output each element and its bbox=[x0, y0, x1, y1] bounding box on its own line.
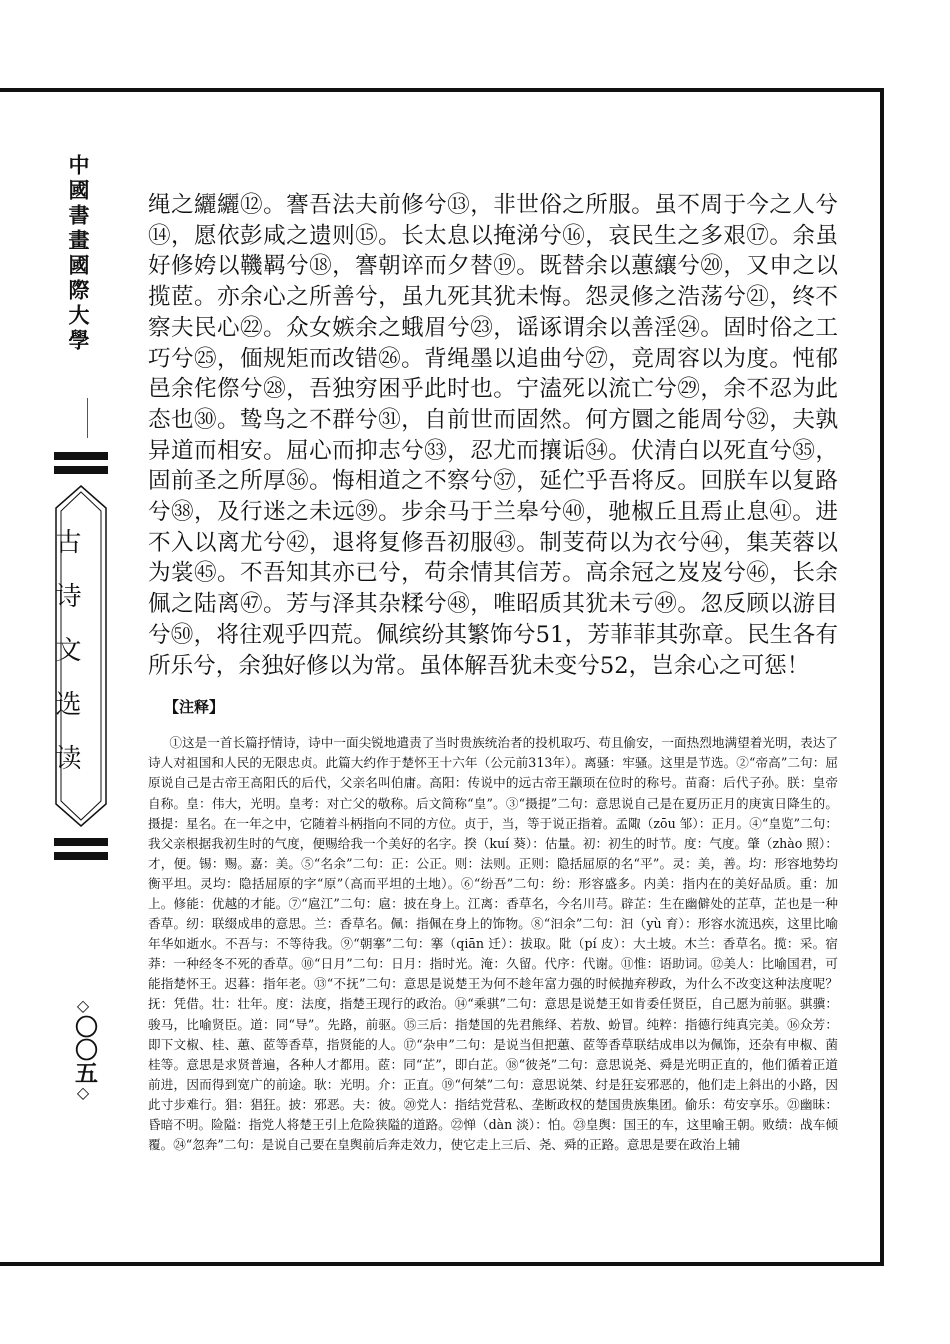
poem-paragraph: 绳之纚纚⑫。謇吾法夫前修兮⑬，非世俗之所服。虽不周于今之人兮⑭，愿依彭咸之遗则⑮。长太息以掩涕兮⑯，哀民生之多艰⑰。余虽好修姱以鞿羁兮⑱，謇朝谇而夕替⑲。既替余以蕙纕兮⑳，又申之以揽茝。亦余心之所善兮，虽九死其犹未悔。怨灵修之浩荡兮㉑，终不察夫民心㉒。众女嫉余之蛾眉兮㉓，谣诼谓余以善淫㉔。固时俗之工巧兮㉕，偭规矩而改错㉖。背绳墨以追曲兮㉗，竞周容以为度。忳郁邑余侘傺兮㉘，吾独穷困乎此时也。宁溘死以流亡兮㉙，余不忍为此态也㉚。鸷鸟之不群兮㉛，自前世而固然。何方圜之能周兮㉜，夫孰异道而相安。屈心而抑志兮㉝，忍尤而攘诟㉞。伏清白以死直兮㉟，固前圣之所厚㊱。悔相道之不察兮㊲，延伫乎吾将反。回朕车以复路兮㊳，及行迷之未远㊴。步余马于兰皋兮㊵，驰椒丘且焉止息㊶。进不入以离尤兮㊷，退将复修吾初服㊸。制芰荷以为衣兮㊹，集芙蓉以为裳㊺。不吾知其亦已兮，苟余情其信芳。高余冠之岌岌兮㊻，长余佩之陆离㊼。芳与泽其杂糅兮㊽，唯昭质其犹未亏㊾。忽反顾以游目兮㊿，将往观乎四荒。佩缤纷其繁饰兮51，芳菲菲其弥章。民生各有所乐兮，余独好修以为常。虽体解吾犹未变兮52，岂余心之可惩！ bbox=[148, 192, 838, 679]
page-number bbox=[70, 997, 96, 1102]
notes-text: ①这是一首长篇抒情诗，诗中一面尖锐地遣责了当时贵族统治者的投机取巧、苟且偷安，一面热烈地满望着光明，表达了诗人对祖国和人民的无限忠贞。此篇大约作于楚怀王十六年（公元前313年）。离骚：牢骚。这里是节选。②“帝高”二句：屈原说自己是古帝王高阳氏的后代，父亲名叫伯庸。高阳：传说中的远古帝王颛顼在位时的称号。苗裔：后代子孙。朕：皇帝自称。皇：伟大，光明。皇考：对亡父的敬称。后文简称“皇”。③“摄提”二句：意思说自己是在夏历正月的庚寅日降生的。摄提：星名。在一年之中，它随着斗柄指向不同的方位。贞于，当，等于说正指着。孟陬（zōu 邹）：正月。④“皇览”二句：我父亲根据我初生时的气度，便赐给我一个美好的名字。揆（kuí 葵）：估量。初：初生的时节。度：气度。肇（zhào 照）：才，便。锡：赐。嘉：美。⑤“名余”二句：正：公正。则：法则。正则：隐括屈原的名“平”。灵：美，善。均：形容地势均衡平坦。灵均：隐括屈原的字“原”（高而平坦的土地）。⑥“纷吾”二句：纷：形容盛多。内美：指内在的美好品质。重：加上。修能：优越的才能。⑦“扈江”二句：扈：披在身上。江离：香草名，今名川芎。辟芷：生在幽僻处的芷草，芷也是一种香草。纫：联缀成串的意思。兰：香草名。佩：指佩在身上的饰物。⑧“汩余”二句：汩（yù 育）：形容水流迅疾，这里比喻年华如逝水。不吾与：不等待我。⑨“朝搴”二句：搴（qiān 迁）：拔取。阰（pí 皮）：大土坡。木兰：香草名。揽：采。宿莽：一种经冬不死的香草。⑩“日月”二句：日月：指时光。淹：久留。代序：代谢。⑪惟：语助词。⑫美人：比喻国君，可能指楚怀王。迟暮：指年老。⑬“不抚”二句：意思是说楚王为何不趁年富力强的时候抛弃秽政，为什么不改变这种法度呢？抚：凭借。壮：壮年。度：法度，指楚王现行的政治。⑭“乘骐”二句：意思是说楚王如肯委任贤臣，自己愿为前驱。骐骥：骏马，比喻贤臣。道：同“导”。先路，前驱。⑮三后：指楚国的先君熊绎、若敖、蚡冒。纯粹：指德行纯真完美。⑯众芳：即下文椒、桂、蕙、茝等香草，指贤能的人。⑰“杂申”二句：是说当但把蕙、茝等香草联结成串以为佩饰，还杂有申椒、菌桂等。意思是求贤普遍，各种人才都用。茝：同“芷”，即白芷。⑱“彼尧”二句：意思说尧、舜是光明正直的，他们循着正道前进，因而得到宽广的前途。耿：光明。介：正直。⑲“何桀”二句：意思说桀、纣是狂妄邪恶的，他们走上斜出的小路，因此寸步难行。猖：猖狂。披：邪恶。夫：彼。⑳党人：指结党营私、垄断政权的楚国贵族集团。偷乐：苟安享乐。㉑幽昧：昏暗不明。险隘：指党人将楚王引上危险狭隘的道路。㉒惮（dàn 淡）：怕。㉓皇舆：国王的车，这里喻王朝。败绩：战车倾覆。㉔“忽奔”二句：是说自己要在皇舆前后奔走效力，使它走上三后、尧、舜的正路。意思是要在政治上辅 bbox=[148, 735, 838, 1153]
sidebar bbox=[30, 140, 128, 1140]
notes-heading: 【注释】 bbox=[164, 698, 225, 717]
school-name: 中國書畫國際大學 bbox=[66, 154, 91, 354]
main-content bbox=[148, 190, 838, 1155]
book-title-box bbox=[51, 484, 108, 828]
diamond-ornament: ◇ bbox=[76, 996, 90, 1015]
poem-text bbox=[148, 190, 838, 681]
decorative-bar bbox=[54, 838, 108, 846]
decorative-bar bbox=[54, 466, 108, 474]
book-title: 古诗文选读 bbox=[51, 528, 81, 798]
page-number-text: 〇〇五 bbox=[71, 1015, 98, 1084]
diamond-ornament: ◇ bbox=[76, 1083, 90, 1102]
sidebar-divider bbox=[87, 398, 88, 438]
decorative-bar bbox=[54, 852, 108, 860]
decorative-bar bbox=[54, 452, 108, 460]
